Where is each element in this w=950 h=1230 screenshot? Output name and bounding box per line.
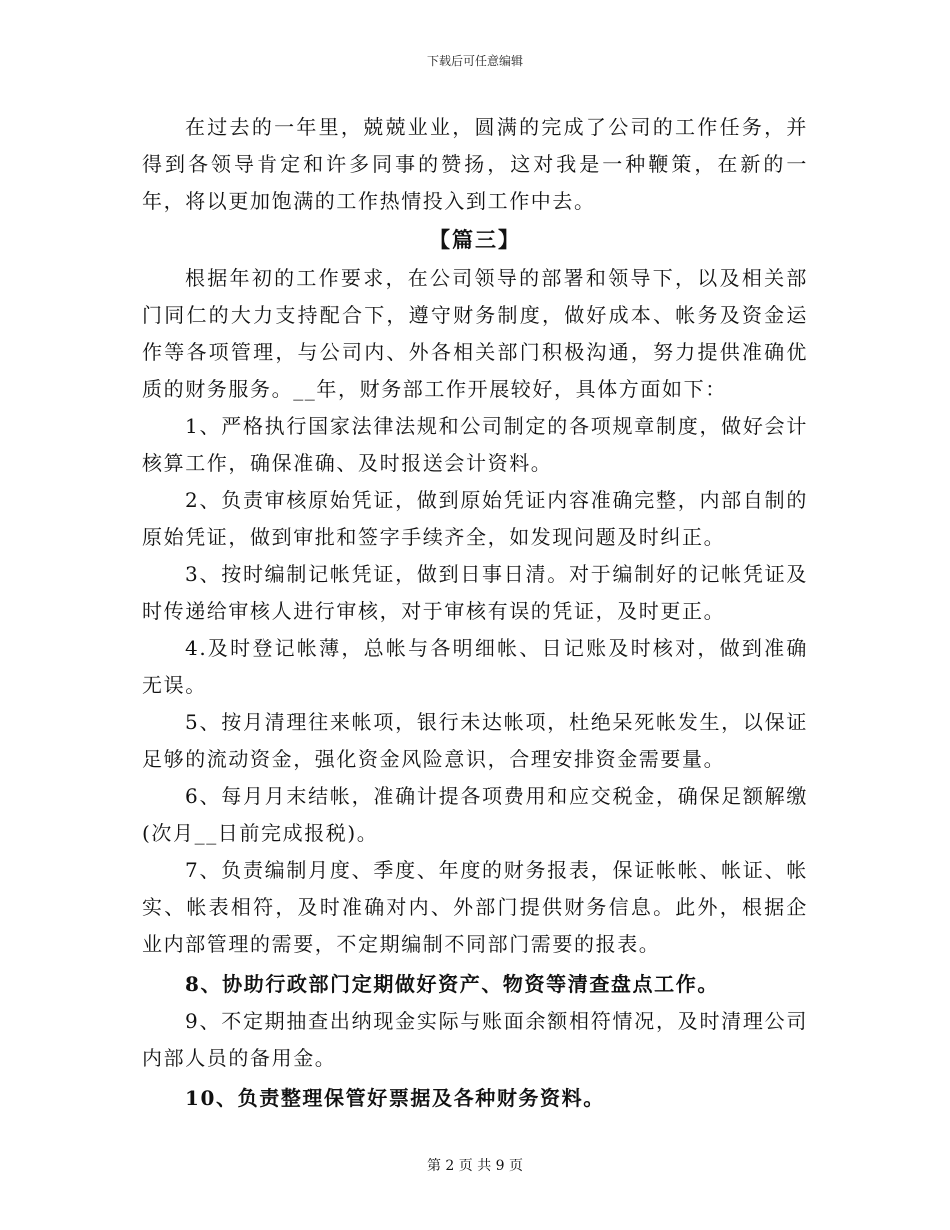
- page-number: 第 2 页 共 9 页: [426, 1158, 524, 1174]
- item-5-paragraph: 5、按月清理往来帐项，银行未达帐项，杜绝呆死帐发生，以保证足够的流动资金，强化资金风险意识，合理安排资金需要量。: [142, 710, 808, 771]
- page-header: 下载后可任意编辑: [426, 54, 523, 68]
- item-7-paragraph: 7、负责编制月度、季度、年度的财务报表，保证帐帐、帐证、帐实、帐表相符，及时准确对内、外部门提供财务信息。此外，根据企业内部管理的需要，不定期编制不同部门需要的报表。: [142, 858, 808, 956]
- item-2-paragraph: 2、负责审核原始凭证，做到原始凭证内容准确完整，内部自制的原始凭证，做到审批和签字手续齐全，如发现问题及时纠正。: [142, 488, 808, 549]
- item-3-paragraph: 3、按时编制记帐凭证，做到日事日清。对于编制好的记帐凭证及时传递给审核人进行审核，对于审核有误的凭证，及时更正。: [142, 562, 808, 623]
- item-10-paragraph: 10、负责整理保管好票据及各种财务资料。: [185, 1086, 605, 1110]
- section-title: 【篇三】: [429, 227, 521, 252]
- document-body: [142, 109, 808, 1117]
- intro-paragraph: 在过去的一年里，兢兢业业，圆满的完成了公司的工作任务，并得到各领导肯定和许多同事的赞扬，这对我是一种鞭策，在新的一年，将以更加饱满的工作热情投入到工作中去。: [142, 115, 808, 213]
- item-8-paragraph: 8、协助行政部门定期做好资产、物资等清查盘点工作。: [185, 972, 719, 996]
- item-1-paragraph: 1、严格执行国家法律法规和公司制定的各项规章制度，做好会计核算工作，确保准确、及时报送会计资料。: [142, 414, 808, 475]
- item-9-paragraph: 9、不定期抽查出纳现金实际与账面余额相符情况，及时清理公司内部人员的备用金。: [142, 1009, 808, 1070]
- opening-paragraph: 根据年初的工作要求，在公司领导的部署和领导下，以及相关部门同仁的大力支持配合下，遵守财务制度，做好成本、帐务及资金运作等各项管理，与公司内、外各相关部门积极沟通，努力提供准确优质的财务服务。__年，财务部工作开展较好，具体方面如下：: [142, 266, 808, 401]
- item-4-paragraph: 4.及时登记帐薄，总帐与各明细帐、日记账及时核对，做到准确无误。: [142, 636, 808, 697]
- item-6-paragraph: 6、每月月末结帐，准确计提各项费用和应交税金，确保足额解缴(次月__日前完成报税)。: [142, 784, 808, 845]
